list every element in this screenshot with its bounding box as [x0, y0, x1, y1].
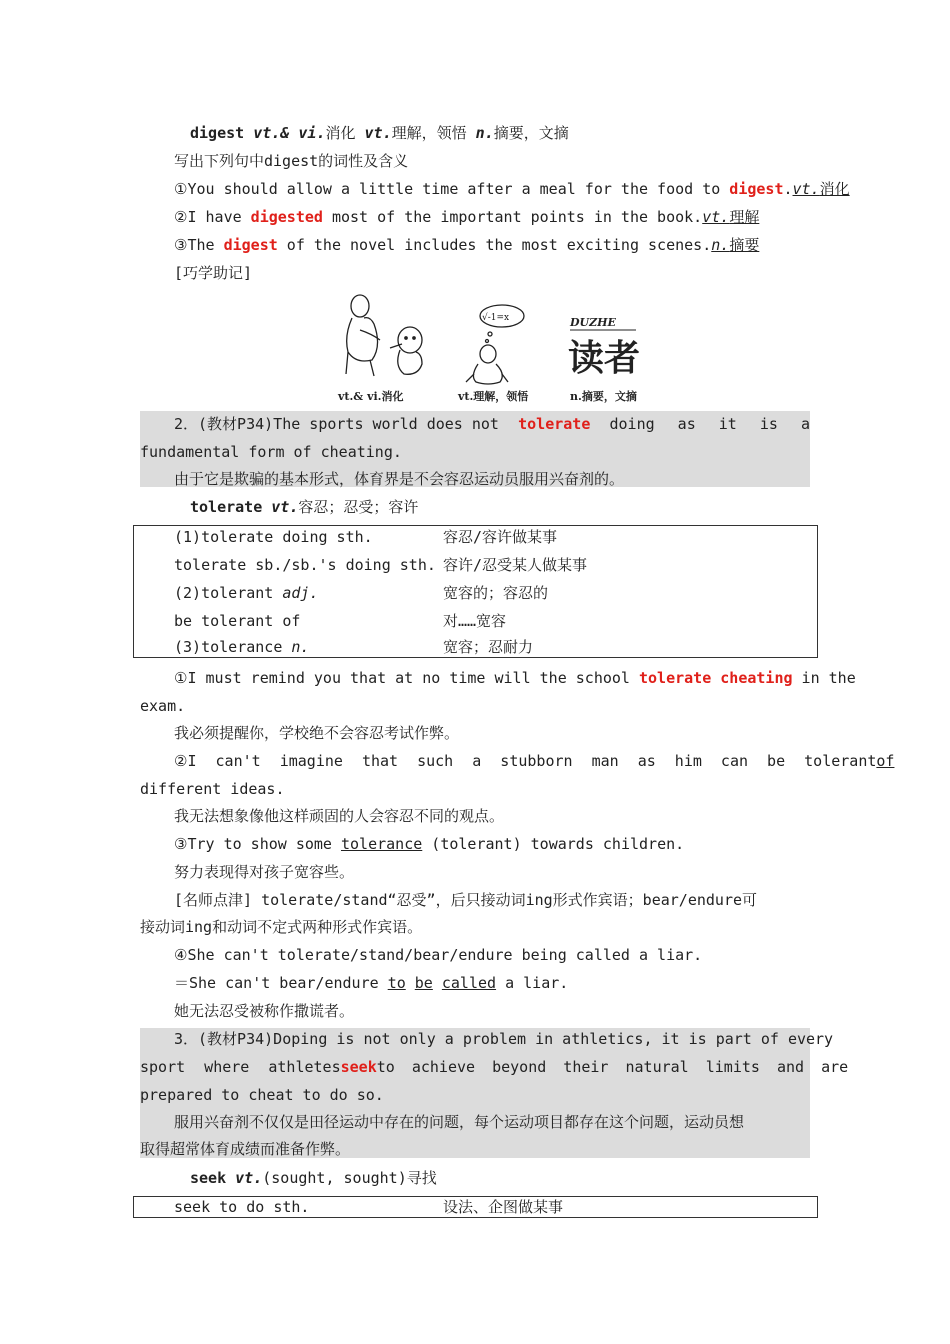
- answer-blank: called: [441, 974, 497, 992]
- svg-text:DUZHE: DUZHE: [570, 316, 616, 329]
- source-sentence: fundamental form of cheating.: [140, 443, 402, 461]
- example-sentence: different ideas.: [140, 780, 285, 798]
- example-sentence: ④She can't tolerate/stand/bear/endure being called a liar.: [174, 946, 703, 964]
- seek-headword-line: [190, 1168, 437, 1188]
- example-translation: 我必须提醒你，学校绝不会容忍考试作弊。: [174, 724, 460, 742]
- headword: seek: [190, 1169, 227, 1187]
- example-sentence: ③The digest of the novel includes the most exciting scenes.n.摘要: [174, 236, 760, 254]
- usage-en: be tolerant of: [174, 612, 301, 630]
- memory-tip-label: [巧学助记]: [174, 264, 253, 282]
- usage-cn: 对……宽容: [443, 612, 507, 630]
- meaning: 消化: [325, 124, 356, 142]
- illustration-label: vt.理解，领悟: [458, 390, 529, 403]
- pos-label: vt.: [271, 498, 299, 516]
- digest-figure-icon: [346, 295, 422, 376]
- pos-label: vt.: [235, 1169, 263, 1187]
- digest-headword-line: [190, 123, 569, 143]
- answer-blank: vt.理解: [702, 208, 760, 226]
- highlight-word: digest: [729, 180, 784, 198]
- highlight-word: digested: [250, 208, 323, 226]
- answer-blank: n.摘要: [711, 236, 760, 254]
- meaning: 摘要，文摘: [493, 124, 569, 142]
- answer-blank: vt.消化: [792, 180, 850, 198]
- teacher-tip: 接动词ing和动词不定式两种形式作宾语。: [140, 918, 423, 936]
- usage-cn: 宽容的；容忍的: [443, 584, 549, 602]
- teacher-tip: [名师点津] tolerate/stand“忍受”，后只接动词ing形式作宾语；bear/endure可: [174, 891, 758, 909]
- example-translation: 她无法忍受被称作撒谎者。: [174, 1002, 355, 1020]
- usage-en: (3)tolerance n.: [174, 638, 310, 656]
- usage-cn: 宽容；忍耐力: [443, 638, 534, 656]
- example-sentence: ①You should allow a little time after a meal for the food to digest.vt.消化: [174, 180, 850, 198]
- meaning: 寻找: [406, 1169, 437, 1187]
- source-sentence: prepared to cheat to do so.: [140, 1086, 384, 1104]
- highlight-word: digest: [223, 236, 278, 254]
- formula-text: √-1=x: [482, 313, 510, 323]
- illustration-label: n.摘要，文摘: [570, 390, 637, 403]
- word-forms: (sought, sought): [262, 1169, 407, 1187]
- usage-cn: 容许/忍受某人做某事: [443, 556, 588, 574]
- pos-label: vt.: [364, 124, 392, 142]
- meaning: 理解，领悟: [391, 124, 467, 142]
- illustration-label: vt.& vi.消化: [338, 390, 404, 403]
- example-translation: 我无法想象像他这样顽固的人会容忍不同的观点。: [174, 807, 505, 825]
- usage-table: [133, 1196, 818, 1218]
- answer-blank: to: [387, 974, 406, 992]
- example-sentence: ＝She can't bear/endure to be called a liar.: [174, 974, 569, 992]
- sentence-translation: 服用兴奋剂不仅仅是田径运动中存在的问题，每个运动项目都存在这个问题，运动员想: [174, 1113, 745, 1131]
- example-sentence: ①I must remind you that at no time will the school tolerate cheating in the: [174, 669, 856, 687]
- svg-text:读者: 读者: [568, 337, 641, 379]
- meaning: 容忍；忍受；容许: [298, 498, 419, 516]
- usage-cn: 容忍/容许做某事: [443, 528, 558, 546]
- usage-en: seek to do sth.: [174, 1198, 310, 1216]
- source-sentence: sport where athletes seek to achieve beyond their natural limits and are: [140, 1058, 849, 1076]
- headword: digest: [190, 124, 245, 142]
- example-sentence: exam.: [140, 697, 186, 715]
- highlight-word: tolerate: [518, 415, 591, 433]
- answer-blank: be: [414, 974, 433, 992]
- pos-label: n.: [475, 124, 494, 142]
- usage-cn: 设法、企图做某事: [443, 1198, 564, 1216]
- source-sentence: 2．(教材P34)The sports world does not tolerate doing as it is a: [174, 415, 810, 433]
- sentence-translation: 取得超常体育成绩而准备作弊。: [140, 1140, 351, 1158]
- example-sentence: ②I can't imagine that such a stubborn man as him can be tolerant of: [174, 752, 895, 770]
- example-sentence: ②I have digested most of the important points in the book.vt.理解: [174, 208, 760, 226]
- usage-table: [133, 525, 818, 658]
- pos-label: vt.& vi.: [253, 124, 326, 142]
- answer-blank: tolerance: [340, 835, 423, 853]
- instruction: 写出下列句中digest的词性及含义: [174, 152, 409, 170]
- sentence-translation: 由于它是欺骗的基本形式，体育界是不会容忍运动员服用兴奋剂的。: [174, 470, 625, 488]
- usage-en: (2)tolerant adj.: [174, 584, 319, 602]
- usage-en: (1)tolerate doing sth.: [174, 528, 373, 546]
- example-sentence: ③Try to show some tolerance (tolerant) towards children.: [174, 835, 685, 853]
- tolerate-headword-line: [190, 497, 418, 517]
- headword: tolerate: [190, 498, 263, 516]
- highlight-word: tolerate cheating: [639, 669, 793, 687]
- answer-blank: of: [876, 752, 895, 770]
- highlight-word: seek: [340, 1058, 377, 1076]
- duzhe-logo: [568, 316, 640, 379]
- example-translation: 努力表现得对孩子宽容些。: [174, 863, 355, 881]
- usage-en: tolerate sb./sb.'s doing sth.: [174, 556, 436, 574]
- source-sentence: 3．(教材P34)Doping is not only a problem in athletics, it is part of every: [174, 1030, 834, 1048]
- memory-illustration: [330, 290, 660, 408]
